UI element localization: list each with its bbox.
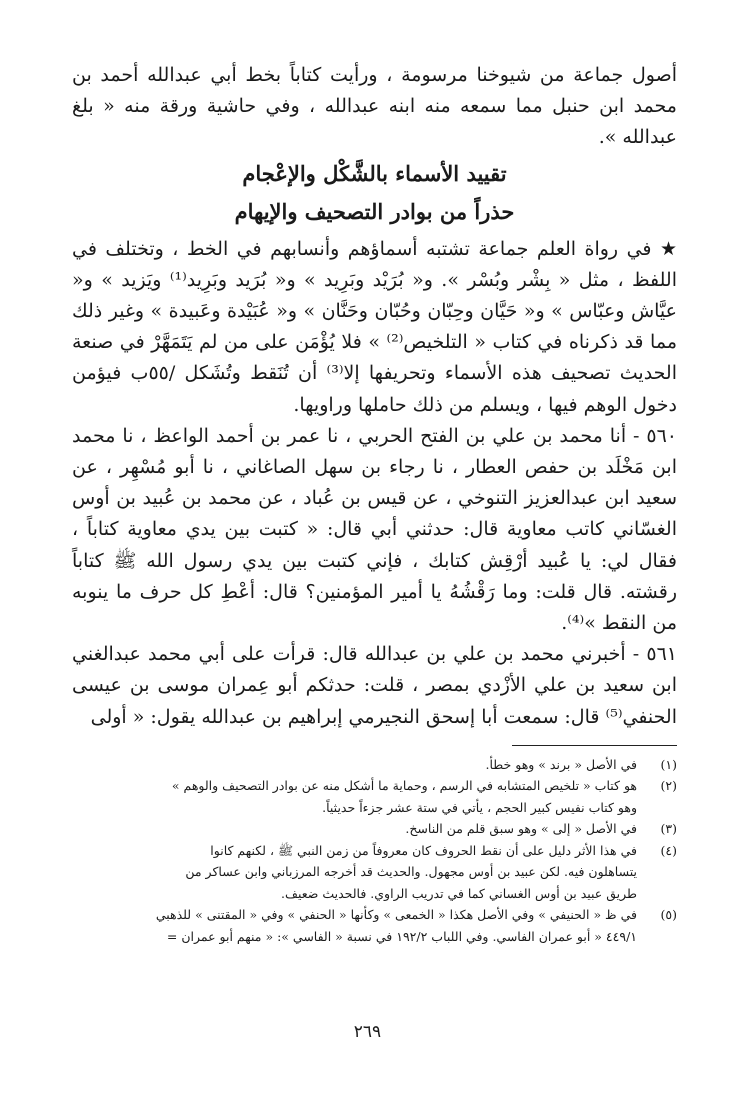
footnote-number: (١) [660,756,677,772]
footnote-1 [72,754,677,776]
footnote-line: يتساهلون فيه. لكن عبيد بن أوس مجهول. والحديث قد أخرجه المرزباني وابن عساكر من [185,864,637,880]
footnote-4 [72,840,677,905]
footnote-line: في الأصل « إلى » وهو سبق قلم من الناسخ. [405,821,637,837]
footnote-line: وهو كتاب نفيس كبير الحجم ، يأتي في ستة عشر جزءاً حديثياً. [322,799,637,815]
footnote-line: في الأصل « برند » وهو خطأ. [485,756,637,772]
footnote-line: ٤٤٩/١ « أبو عمران الفاسي. وفي اللباب ١٩٢/٢ في نسبة « الفاسي »: « منهم أبو عمران = [166,928,637,944]
paragraph-intro: أصول جماعة من شيوخنا مرسومة ، ورأيت كتاباً بخط أبي عبدالله أحمد بن محمد ابن حنبل مما سمعه منه ابنه عبدالله ، وفي حاشية ورقة منه « بلغ عبدالله ». [72,64,677,149]
section-subheading: حذراً من بوادر التصحيف والإيهام [234,198,515,224]
footnotes [72,754,677,948]
section-heading: تقييد الأسماء بالشَّكْل والإعْجام [242,160,507,186]
paragraph-561: ٥٦١ - أخبرني محمد بن علي بن عبدالله قال: قرأت على أبي محمد عبدالغني ابن سعيد بن علي الأزْدي بمصر ، قلت: حدثكم أبو عِمران موسى بن عيسى الحنفي⁽⁵⁾ قال: سمعت أبا إسحق النجيرمي إبراهيم بن عبدالله يقول: « أولى [72,643,677,728]
page-content [72,60,677,947]
footnote-line: في ظ « الحنيفي » وفي الأصل هكذا « الخمعى » وكأنها « الحنفي » وفي « المقتنى » للذهبي [155,907,637,923]
footnote-3 [72,818,677,840]
page-number: ٢٦٩ [353,1022,382,1042]
paragraph-560: ٥٦٠ - أنا محمد بن علي بن الفتح الحربي ، نا عمر بن أحمد الواعظ ، نا محمد ابن مَخْلَد بن حفص العطار ، نا رجاء بن سهل الصاغاني ، نا أبو مُسْهِر ، عن سعيد ابن عبدالعزيز التنوخي ، عن قيس بن عُباد ، عن محمد بن عُبيد بن أوس الغسّاني كاتب معاوية قال: حدثني أبي قال: « كتبت بين يدي معاوية كتاباً ، فقال لي: يا عُبيد أرْقِش كتابك ، فإني كتبت بين يدي رسول الله ﷺ كتاباً رقشته. قال قلت: وما رَقْشُهُ يا أمير المؤمنين؟ قال: أعْطِ كل حرف ما ينوبه من النقط »⁽⁴⁾. [72,424,677,635]
paragraph-asma: ★ في رواة العلم جماعة تشتبه أسماؤهم وأنسابهم في الخط ، وتختلف في اللفظ ، مثل « بِشْر وبُسْر ». و« بُرَيْد وبَرِيد » و« بُرَيد وبَرِيد⁽¹⁾ ويَزيد » و« عيَّاش وعبّاس » و« حَيَّان وحِبّان وحُبّان وحَنَّان » و« عُبَيْدة وعَبيدة » وغير ذلك مما قد ذكرناه في كتاب « التلخيص⁽²⁾ » فلا يُؤْمَن على من لم يَتَمَهَّرْ في صنعة الحديث تصحيف هذه الأسماء وتحريفها إلا⁽³⁾ أن تُنَقط وتُشَكل ‎/٥٥ب‎ فيؤمن دخول الوهم فيها ، ويسلم من ذلك حاملها وراويها. [72,237,678,416]
footnote-5 [72,904,677,947]
footnote-line: في هذا الأثر دليل على أن نقط الحروف كان معروفاً من زمن النبي ﷺ ، لكنهم كانوا [210,842,637,858]
footnote-line: هو كتاب « تلخيص المتشابه في الرسم ، وحماية ما أشكل منه عن بوادر التصحيف والوهم » [171,778,637,794]
footnote-number: (٢) [660,778,677,794]
footnote-2 [72,775,677,818]
footnote-number: (٣) [660,821,677,837]
footnote-divider [512,745,677,746]
footnote-number: (٥) [660,907,677,923]
footnote-number: (٤) [660,842,677,858]
footnote-line: طريق عبيد بن أوس الغساني كما في تدريب الراوي. فالحديث ضعيف. [281,885,637,901]
